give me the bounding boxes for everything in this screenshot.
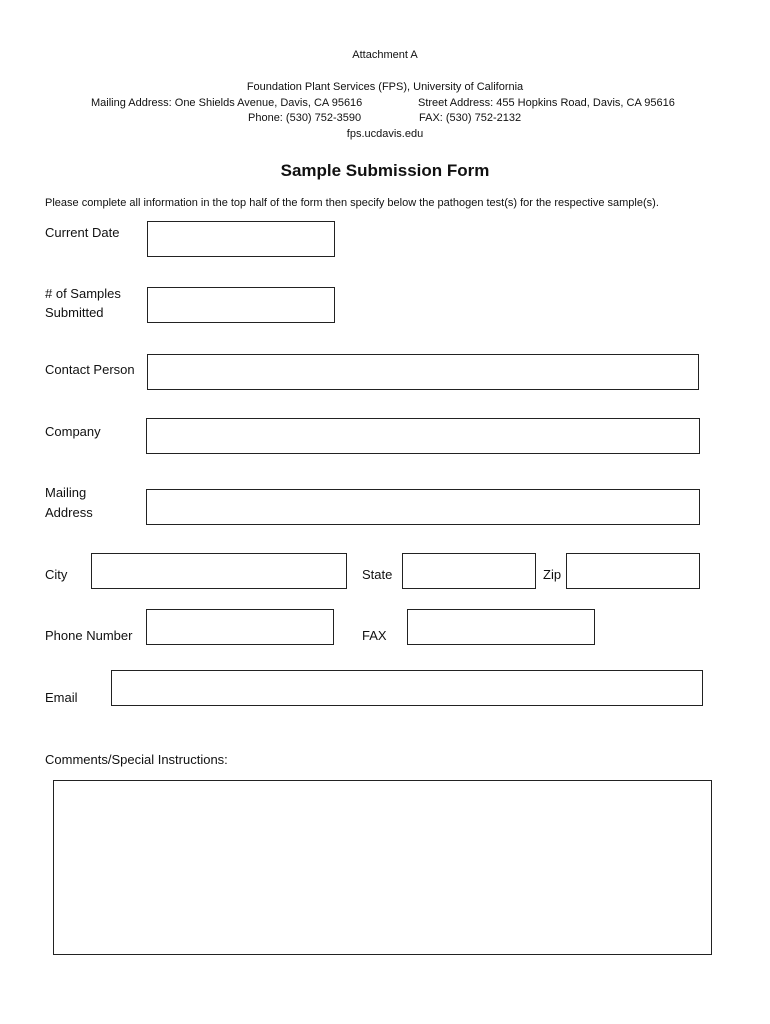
street-address-line: Street Address: 455 Hopkins Road, Davis, CA 95616	[418, 97, 675, 109]
current-date-input[interactable]	[147, 221, 335, 257]
state-label: State	[362, 567, 393, 582]
phone-number-label: Phone Number	[45, 628, 133, 643]
contact-person-label: Contact Person	[45, 362, 135, 377]
form-instructions: Please complete all information in the top half of the form then specify below the pathogen test(s) for the respective sample(s).	[45, 197, 659, 209]
mailing-address-label-line2: Address	[45, 505, 93, 520]
fax-input[interactable]	[407, 609, 595, 645]
organization-line: Foundation Plant Services (FPS), University of California	[246, 81, 524, 93]
num-samples-input[interactable]	[147, 287, 335, 323]
num-samples-label-line1: # of Samples	[45, 286, 121, 301]
zip-label: Zip	[543, 567, 562, 582]
mailing-address-label	[45, 483, 93, 523]
phone-number-input[interactable]	[146, 609, 334, 645]
email-label: Email	[45, 690, 78, 705]
mailing-address-label-line1: Mailing	[45, 485, 87, 500]
num-samples-label-line2: Submitted	[45, 305, 104, 320]
website-line: fps.ucdavis.edu	[346, 128, 424, 140]
num-samples-label	[45, 284, 121, 322]
company-label: Company	[45, 424, 101, 439]
city-label: City	[45, 567, 68, 582]
company-input[interactable]	[146, 418, 700, 454]
mailing-address-input[interactable]	[146, 489, 700, 525]
city-input[interactable]	[91, 553, 347, 589]
mailing-address-line: Mailing Address: One Shields Avenue, Davis, CA 95616	[91, 97, 363, 109]
zip-input[interactable]	[566, 553, 700, 589]
email-input[interactable]	[111, 670, 703, 706]
phone-line: Phone: (530) 752-3590	[248, 112, 362, 124]
fax-line: FAX: (530) 752-2132	[419, 112, 522, 124]
contact-person-input[interactable]	[147, 354, 699, 390]
comments-label: Comments/Special Instructions:	[45, 752, 228, 767]
form-title: Sample Submission Form	[280, 161, 490, 180]
current-date-label: Current Date	[45, 225, 120, 240]
attachment-label: Attachment A	[352, 49, 418, 61]
fax-label: FAX	[362, 628, 387, 643]
comments-textarea[interactable]	[53, 780, 712, 955]
state-input[interactable]	[402, 553, 536, 589]
